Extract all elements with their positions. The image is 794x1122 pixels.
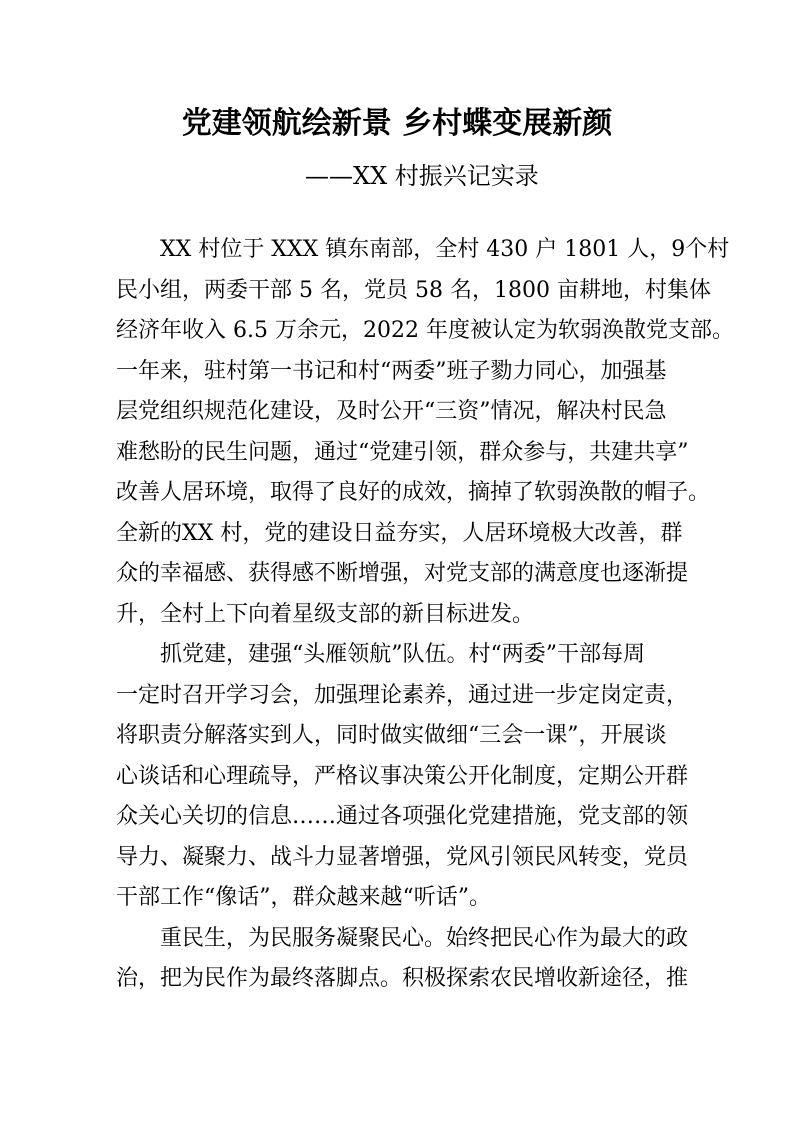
document-body (116, 230, 734, 1000)
paragraph-line: 改善人居环境，取得了良好的成效，摘掉了软弱涣散的帽子。 (116, 480, 711, 505)
paragraph-line: 一定时召开学习会，加强理论素养，通过进一步定岗定责， (116, 682, 689, 708)
paragraph-line: 心谈话和心理疏导，严格议事决策公开化制度，定期公开群 (116, 763, 689, 789)
document-subtitle: ——XX 村振兴记实录 (305, 162, 539, 190)
paragraph-line: 重民生，为民服务凝聚民心。始终把民心作为最大的政 (160, 925, 689, 951)
paragraph-line: 层党组织规范化建设，及时公开“三资”情况，解决村民急 (116, 399, 667, 424)
paragraph-line: 干部工作“像话”，群众越来越“听话”。 (116, 885, 491, 910)
document-title: 党建领航绘新景 乡村蝶变展新颜 (181, 106, 613, 141)
paragraph-line: 众的幸福感、获得感不断增强，对党支部的满意度也逐渐提 (116, 561, 689, 586)
paragraph-line: 众关心关切的信息……通过各项强化党建措施，党支部的领 (116, 804, 689, 829)
paragraph-line: 一年来，驻村第一书记和村“两委”班子勠力同心，加强基 (116, 358, 667, 384)
paragraph-line: 经济年收入 6.5 万余元，2022 年度被认定为软弱涣散党支部。 (116, 318, 734, 343)
paragraph-line: XX 村位于 XXX 镇东南部，全村 430 户 1801 人，9个村 (160, 237, 730, 262)
paragraph-line: 民小组，两委干部 5 名，党员 58 名，1800 亩耕地，村集体 (116, 277, 711, 303)
paragraph-line: 导力、凝聚力、战斗力显著增强，党风引领民风转变，党员 (116, 844, 689, 870)
paragraph-line: 将职责分解落实到人，同时做实做细“三会一课”，开展谈 (116, 723, 667, 748)
paragraph-line: 治，把为民作为最终落脚点。积极探索农民增收新途径，推 (116, 966, 689, 991)
paragraph-line: 全新的XX 村，党的建设日益夯实，人居环境极大改善，群 (116, 520, 683, 546)
paragraph-line: 升，全村上下向着星级支部的新目标进发。 (116, 601, 535, 627)
paragraph-line: 难愁盼的民生问题，通过“党建引领，群众参与，共建共享” (116, 439, 689, 465)
paragraph-line: 抓党建，建强“头雁领航”队伍。村“两委”干部每周 (160, 642, 645, 667)
